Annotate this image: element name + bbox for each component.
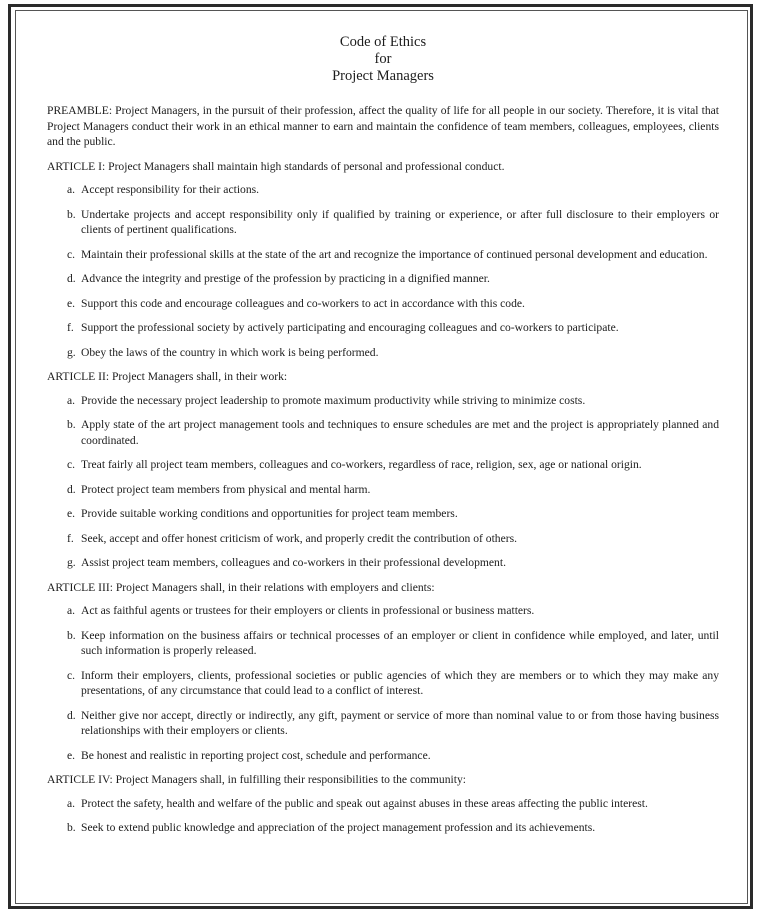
list-item [47, 182, 719, 198]
item-text: Support this code and encourage colleagues and co-workers to act in accordance with this code. [81, 296, 525, 310]
list-item [47, 628, 719, 659]
article-heading: ARTICLE IV: Project Managers shall, in fulfilling their responsibilities to the community: [47, 773, 466, 786]
item-text: Maintain their professional skills at the state of the art and recognize the importance of continued personal development and education. [81, 247, 708, 261]
item-label: e. [67, 507, 76, 520]
item-label: f. [67, 531, 74, 545]
title-line: Code of Ethics [339, 34, 427, 50]
list-item [47, 247, 719, 263]
item-label: e. [67, 748, 76, 762]
item-text: Inform their employers, clients, professional societies or public agencies of which they are members or to which they may make any presentations, of any circumstance that could lead to a conflict of interest. [81, 668, 719, 697]
list-item [47, 506, 719, 522]
article-section [47, 580, 719, 764]
article-section [47, 159, 719, 361]
list-item [47, 482, 719, 498]
article-items [47, 603, 719, 763]
item-label: a. [67, 604, 76, 617]
item-text: Support the professional society by actively participating and encouraging colleagues and co-workers to participate. [81, 321, 619, 334]
item-label: c. [67, 668, 76, 682]
item-label: b. [67, 628, 76, 642]
list-item [47, 271, 719, 287]
item-text: Provide the necessary project leadership to promote maximum productivity while striving to minimize costs. [81, 393, 586, 407]
list-item [47, 555, 719, 571]
item-label: c. [67, 458, 76, 471]
preamble: PREAMBLE: Project Managers, in the pursuit of their profession, affect the quality of life for all people in our society. Therefore, it is vital that Project Managers conduct their work in an ethical manner to earn and maintain the confidence of team members, colleagues, employees, clients and the public. [47, 104, 719, 148]
item-label: d. [67, 708, 76, 722]
item-text: Protect project team members from physical and mental harm. [81, 482, 371, 496]
item-label: a. [67, 183, 76, 196]
article-items [47, 796, 719, 836]
item-text: Accept responsibility for their actions. [81, 183, 260, 196]
item-text: Undertake projects and accept responsibility only if qualified by training or experience, or after full disclosure to their employers or clients of pertinent qualifications. [81, 207, 719, 236]
item-label: b. [67, 418, 76, 431]
list-item [47, 457, 719, 473]
item-label: g. [67, 556, 76, 569]
list-item [47, 207, 719, 238]
item-label: b. [67, 821, 76, 834]
list-item [47, 603, 719, 619]
article-heading: ARTICLE III: Project Managers shall, in their relations with employers and clients: [47, 580, 435, 594]
list-item [47, 531, 719, 547]
item-label: d. [67, 482, 76, 496]
item-text: Obey the laws of the country in which work is being performed. [81, 345, 379, 359]
list-item [47, 820, 719, 836]
item-label: d. [67, 272, 76, 285]
item-text: Assist project team members, colleagues and co-workers in their professional development. [81, 556, 506, 569]
item-label: g. [67, 345, 76, 359]
article-heading: ARTICLE II: Project Managers shall, in their work: [47, 370, 288, 383]
list-item [47, 320, 719, 336]
item-text: Keep information on the business affairs or technical processes of an employer or client in confidence while employed, and later, until such information is properly released. [81, 628, 719, 657]
item-label: a. [67, 393, 76, 407]
list-item [47, 393, 719, 409]
list-item [47, 796, 719, 812]
article-heading: ARTICLE I: Project Managers shall maintain high standards of personal and professional conduct. [47, 159, 505, 173]
article-section [47, 772, 719, 836]
list-item [47, 708, 719, 739]
item-label: b. [67, 207, 76, 221]
item-text: Seek to extend public knowledge and appreciation of the project management profession and its achievements. [81, 821, 596, 834]
list-item [47, 748, 719, 764]
item-label: a. [67, 796, 76, 810]
articles [47, 159, 719, 836]
list-item [47, 296, 719, 312]
document-title [47, 34, 719, 85]
title-line: Project Managers [332, 68, 434, 84]
article-items [47, 182, 719, 360]
article-items [47, 393, 719, 571]
item-text: Act as faithful agents or trustees for their employers or clients in professional or business matters. [81, 604, 535, 617]
list-item [47, 417, 719, 448]
item-text: Protect the safety, health and welfare of the public and speak out against abuses in these areas affecting the public interest. [81, 796, 648, 810]
item-label: f. [67, 321, 74, 334]
item-text: Seek, accept and offer honest criticism of work, and properly credit the contribution of others. [81, 531, 518, 545]
item-text: Provide suitable working conditions and opportunities for project team members. [81, 507, 458, 520]
item-text: Apply state of the art project management tools and techniques to ensure schedules are met and the project is appropriately planned and coordinated. [81, 418, 719, 447]
item-text: Advance the integrity and prestige of the profession by practicing in a dignified manner. [81, 272, 490, 285]
item-text: Neither give nor accept, directly or indirectly, any gift, payment or service of more than nominal value to or from those having business relationships with their employers or clients. [81, 708, 719, 737]
document-body [47, 34, 719, 845]
item-text: Be honest and realistic in reporting project cost, schedule and performance. [81, 748, 431, 762]
item-label: c. [67, 247, 76, 261]
list-item [47, 668, 719, 699]
article-section [47, 369, 719, 571]
list-item [47, 345, 719, 361]
title-line: for [374, 51, 392, 67]
item-text: Treat fairly all project team members, colleagues and co-workers, regardless of race, religion, sex, age or national origin. [81, 458, 642, 471]
item-label: e. [67, 296, 76, 310]
